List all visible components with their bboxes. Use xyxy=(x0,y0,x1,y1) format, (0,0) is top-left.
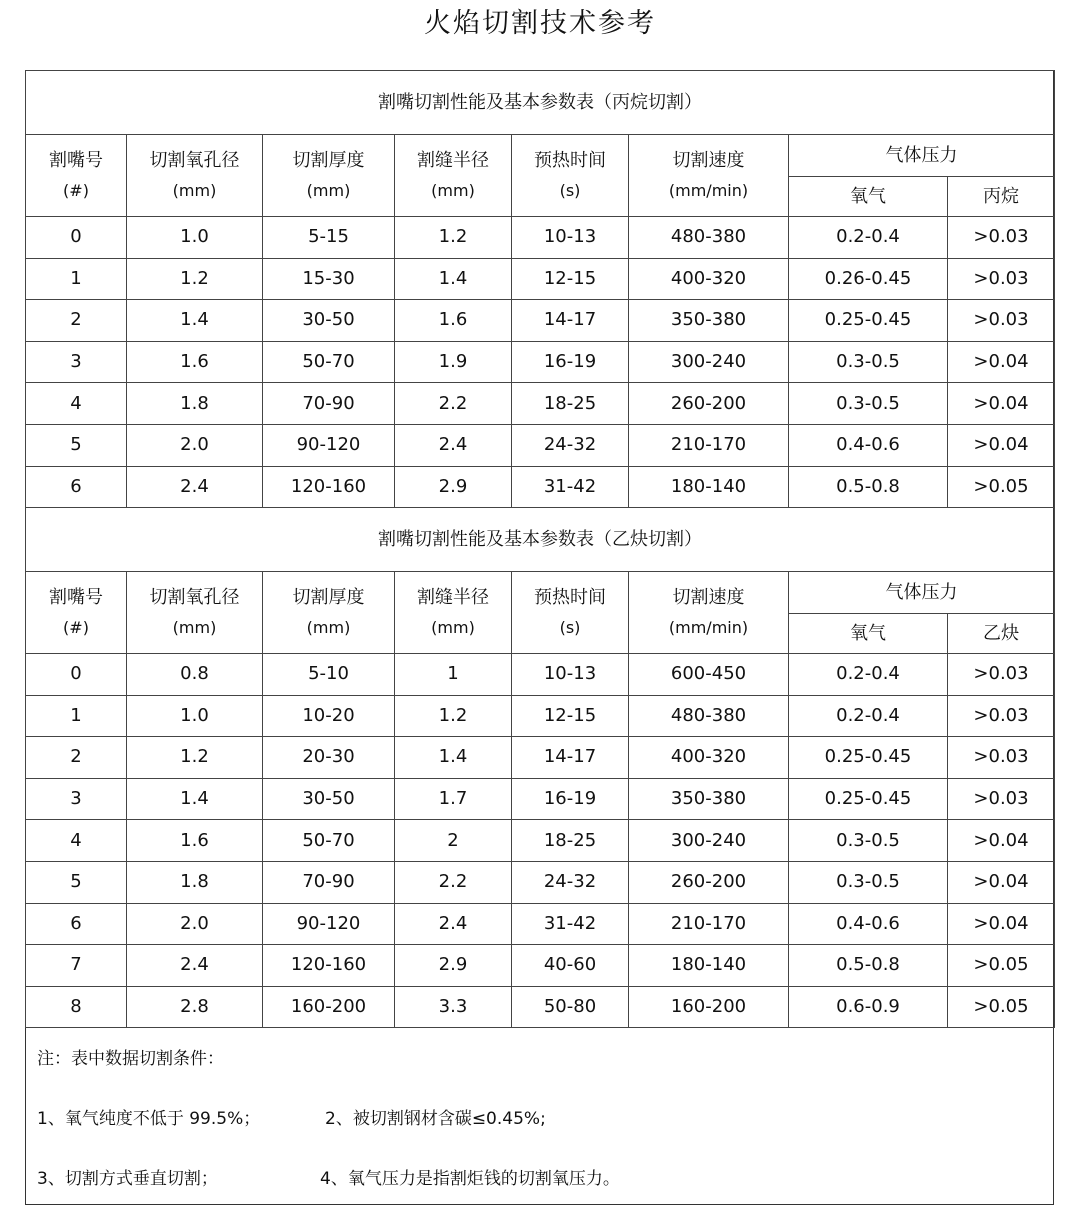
table-row xyxy=(26,217,1055,259)
table-cell: 1.2 xyxy=(127,258,263,300)
table-cell: >0.05 xyxy=(948,466,1055,508)
table-cell: 480-380 xyxy=(629,695,789,737)
table-cell: 30-50 xyxy=(263,778,395,820)
table-cell: 180-140 xyxy=(629,466,789,508)
note-item-1: 1、氧气纯度不低于 99.5%； xyxy=(37,1109,261,1129)
table-cell: 1.4 xyxy=(127,300,263,342)
table-cell: 120-160 xyxy=(263,466,395,508)
notes-heading: 注：表中数据切割条件： xyxy=(37,1049,224,1069)
table-cell: 0.3-0.5 xyxy=(789,341,948,383)
table-row xyxy=(26,383,1055,425)
table-row xyxy=(26,861,1055,903)
table-cell: 5 xyxy=(26,424,127,466)
table-cell: 70-90 xyxy=(263,861,395,903)
header-kerf: 割缝半径 (mm) xyxy=(395,572,512,654)
table-cell: 300-240 xyxy=(629,341,789,383)
acetylene-parameter-table xyxy=(25,507,1055,1028)
table-cell: 480-380 xyxy=(629,217,789,259)
table-cell: 1.4 xyxy=(127,778,263,820)
table-row xyxy=(26,986,1055,1028)
table-cell: 0.26-0.45 xyxy=(789,258,948,300)
table-cell: 2 xyxy=(395,820,512,862)
table-cell: >0.03 xyxy=(948,654,1055,696)
table-cell: 6 xyxy=(26,466,127,508)
table-cell: 210-170 xyxy=(629,424,789,466)
table-cell: >0.04 xyxy=(948,820,1055,862)
table-cell: 210-170 xyxy=(629,903,789,945)
table-cell: 30-50 xyxy=(263,300,395,342)
table-cell: 0.25-0.45 xyxy=(789,737,948,779)
table-cell: 50-70 xyxy=(263,341,395,383)
table-cell: 14-17 xyxy=(512,737,629,779)
header-oxygen-hole: 切割氧孔径 (mm) xyxy=(127,572,263,654)
table-cell: 0.8 xyxy=(127,654,263,696)
table-row xyxy=(26,466,1055,508)
header-gas-pressure: 气体压力 xyxy=(789,135,1055,177)
table-cell: 14-17 xyxy=(512,300,629,342)
table-cell: 15-30 xyxy=(263,258,395,300)
table-cell: 0.2-0.4 xyxy=(789,695,948,737)
table-cell: >0.03 xyxy=(948,217,1055,259)
table-row xyxy=(26,778,1055,820)
table-cell: 0.2-0.4 xyxy=(789,654,948,696)
table-cell: 7 xyxy=(26,945,127,987)
table-cell: 1.8 xyxy=(127,383,263,425)
notes-section xyxy=(25,1028,1054,1205)
table-cell: 0 xyxy=(26,654,127,696)
table-cell: 24-32 xyxy=(512,424,629,466)
table-row xyxy=(26,300,1055,342)
table-row xyxy=(26,258,1055,300)
table-cell: 160-200 xyxy=(263,986,395,1028)
propane-parameter-table xyxy=(25,70,1055,508)
table-cell: 1.6 xyxy=(395,300,512,342)
table-cell: 90-120 xyxy=(263,424,395,466)
table-cell: 0 xyxy=(26,217,127,259)
table-cell: 6 xyxy=(26,903,127,945)
header-nozzle: 割嘴号 (#) xyxy=(26,135,127,217)
page-title: 火焰切割技术参考 xyxy=(424,8,656,39)
table-cell: 2.4 xyxy=(395,424,512,466)
table-cell: 70-90 xyxy=(263,383,395,425)
header-fuel: 丙烷 xyxy=(948,177,1055,217)
table-cell: 31-42 xyxy=(512,466,629,508)
table-cell: >0.05 xyxy=(948,986,1055,1028)
table-cell: 600-450 xyxy=(629,654,789,696)
table-cell: 400-320 xyxy=(629,737,789,779)
table-cell: 8 xyxy=(26,986,127,1028)
table-cell: 18-25 xyxy=(512,820,629,862)
table-cell: 1.0 xyxy=(127,695,263,737)
table-cell: 90-120 xyxy=(263,903,395,945)
header-gas-pressure: 气体压力 xyxy=(789,572,1055,614)
table-cell: 260-200 xyxy=(629,861,789,903)
table-cell: >0.04 xyxy=(948,383,1055,425)
table-row xyxy=(26,820,1055,862)
header-thickness: 切割厚度 (mm) xyxy=(263,572,395,654)
table-row xyxy=(26,424,1055,466)
table-row xyxy=(26,341,1055,383)
table-cell: >0.05 xyxy=(948,945,1055,987)
table-cell: 12-15 xyxy=(512,258,629,300)
table-cell: >0.04 xyxy=(948,424,1055,466)
header-nozzle: 割嘴号 (#) xyxy=(26,572,127,654)
table-cell: 0.6-0.9 xyxy=(789,986,948,1028)
table-cell: >0.03 xyxy=(948,737,1055,779)
table-cell: 1 xyxy=(395,654,512,696)
table-cell: 2.9 xyxy=(395,945,512,987)
table-caption: 割嘴切割性能及基本参数表（丙烷切割） xyxy=(26,71,1055,135)
table-cell: 1.2 xyxy=(395,217,512,259)
table-row xyxy=(26,903,1055,945)
table-cell: 24-32 xyxy=(512,861,629,903)
table-cell: >0.03 xyxy=(948,258,1055,300)
table-cell: 1 xyxy=(26,258,127,300)
header-thickness: 切割厚度 (mm) xyxy=(263,135,395,217)
table-cell: 0.25-0.45 xyxy=(789,300,948,342)
table-cell: 0.5-0.8 xyxy=(789,945,948,987)
table-row xyxy=(26,695,1055,737)
header-preheat: 预热时间 (s) xyxy=(512,572,629,654)
table-cell: 0.4-0.6 xyxy=(789,903,948,945)
table-cell: 1.9 xyxy=(395,341,512,383)
table-cell: 1.4 xyxy=(395,258,512,300)
table-cell: 3 xyxy=(26,778,127,820)
table-cell: 0.3-0.5 xyxy=(789,383,948,425)
table-cell: >0.03 xyxy=(948,778,1055,820)
table-cell: 12-15 xyxy=(512,695,629,737)
table-cell: >0.03 xyxy=(948,695,1055,737)
table-cell: 4 xyxy=(26,820,127,862)
table-cell: 1.6 xyxy=(127,820,263,862)
table-cell: 2 xyxy=(26,737,127,779)
table-cell: 2.4 xyxy=(127,466,263,508)
header-oxygen: 氧气 xyxy=(789,614,948,654)
table-cell: 0.3-0.5 xyxy=(789,861,948,903)
table-cell: 5-10 xyxy=(263,654,395,696)
table-cell: >0.04 xyxy=(948,903,1055,945)
table-cell: 0.25-0.45 xyxy=(789,778,948,820)
table-cell: 2 xyxy=(26,300,127,342)
table-row xyxy=(26,737,1055,779)
table-cell: 10-13 xyxy=(512,217,629,259)
table-cell: 300-240 xyxy=(629,820,789,862)
table-cell: 40-60 xyxy=(512,945,629,987)
table-cell: >0.03 xyxy=(948,300,1055,342)
table-cell: 160-200 xyxy=(629,986,789,1028)
table-cell: 2.4 xyxy=(127,945,263,987)
table-cell: 10-13 xyxy=(512,654,629,696)
table-cell: 350-380 xyxy=(629,778,789,820)
table-row xyxy=(26,654,1055,696)
table-cell: 5 xyxy=(26,861,127,903)
table-cell: >0.04 xyxy=(948,341,1055,383)
table-cell: 50-80 xyxy=(512,986,629,1028)
table-cell: 2.8 xyxy=(127,986,263,1028)
header-speed: 切割速度 (mm/min) xyxy=(629,135,789,217)
table-cell: 1 xyxy=(26,695,127,737)
table-cell: 1.2 xyxy=(127,737,263,779)
table-cell: 16-19 xyxy=(512,778,629,820)
table-cell: 3 xyxy=(26,341,127,383)
table-cell: 350-380 xyxy=(629,300,789,342)
table-cell: 2.9 xyxy=(395,466,512,508)
table-cell: 18-25 xyxy=(512,383,629,425)
table-cell: 20-30 xyxy=(263,737,395,779)
table-cell: 2.2 xyxy=(395,861,512,903)
header-preheat: 预热时间 (s) xyxy=(512,135,629,217)
table-cell: 50-70 xyxy=(263,820,395,862)
header-oxygen-hole: 切割氧孔径 (mm) xyxy=(127,135,263,217)
table-cell: >0.04 xyxy=(948,861,1055,903)
table-cell: 2.2 xyxy=(395,383,512,425)
table-cell: 260-200 xyxy=(629,383,789,425)
table-cell: 16-19 xyxy=(512,341,629,383)
header-kerf: 割缝半径 (mm) xyxy=(395,135,512,217)
table-cell: 1.2 xyxy=(395,695,512,737)
table-cell: 10-20 xyxy=(263,695,395,737)
table-cell: 2.4 xyxy=(395,903,512,945)
note-item-4: 4、氧气压力是指割炬钱的切割氧压力。 xyxy=(320,1169,620,1189)
table-cell: 0.5-0.8 xyxy=(789,466,948,508)
table-cell: 1.8 xyxy=(127,861,263,903)
table-cell: 2.0 xyxy=(127,903,263,945)
table-cell: 1.0 xyxy=(127,217,263,259)
table-cell: 1.6 xyxy=(127,341,263,383)
header-speed: 切割速度 (mm/min) xyxy=(629,572,789,654)
table-cell: 31-42 xyxy=(512,903,629,945)
table-cell: 4 xyxy=(26,383,127,425)
header-fuel: 乙炔 xyxy=(948,614,1055,654)
table-cell: 3.3 xyxy=(395,986,512,1028)
table-caption: 割嘴切割性能及基本参数表（乙炔切割） xyxy=(26,508,1055,572)
table-cell: 120-160 xyxy=(263,945,395,987)
note-item-2: 2、被切割钢材含碳≤0.45%; xyxy=(325,1109,546,1129)
table-row xyxy=(26,945,1055,987)
table-cell: 2.0 xyxy=(127,424,263,466)
table-cell: 0.2-0.4 xyxy=(789,217,948,259)
table-cell: 0.4-0.6 xyxy=(789,424,948,466)
header-oxygen: 氧气 xyxy=(789,177,948,217)
note-item-3: 3、切割方式垂直切割； xyxy=(37,1169,218,1189)
table-cell: 1.7 xyxy=(395,778,512,820)
table-cell: 0.3-0.5 xyxy=(789,820,948,862)
table-cell: 5-15 xyxy=(263,217,395,259)
table-cell: 400-320 xyxy=(629,258,789,300)
table-cell: 180-140 xyxy=(629,945,789,987)
table-cell: 1.4 xyxy=(395,737,512,779)
